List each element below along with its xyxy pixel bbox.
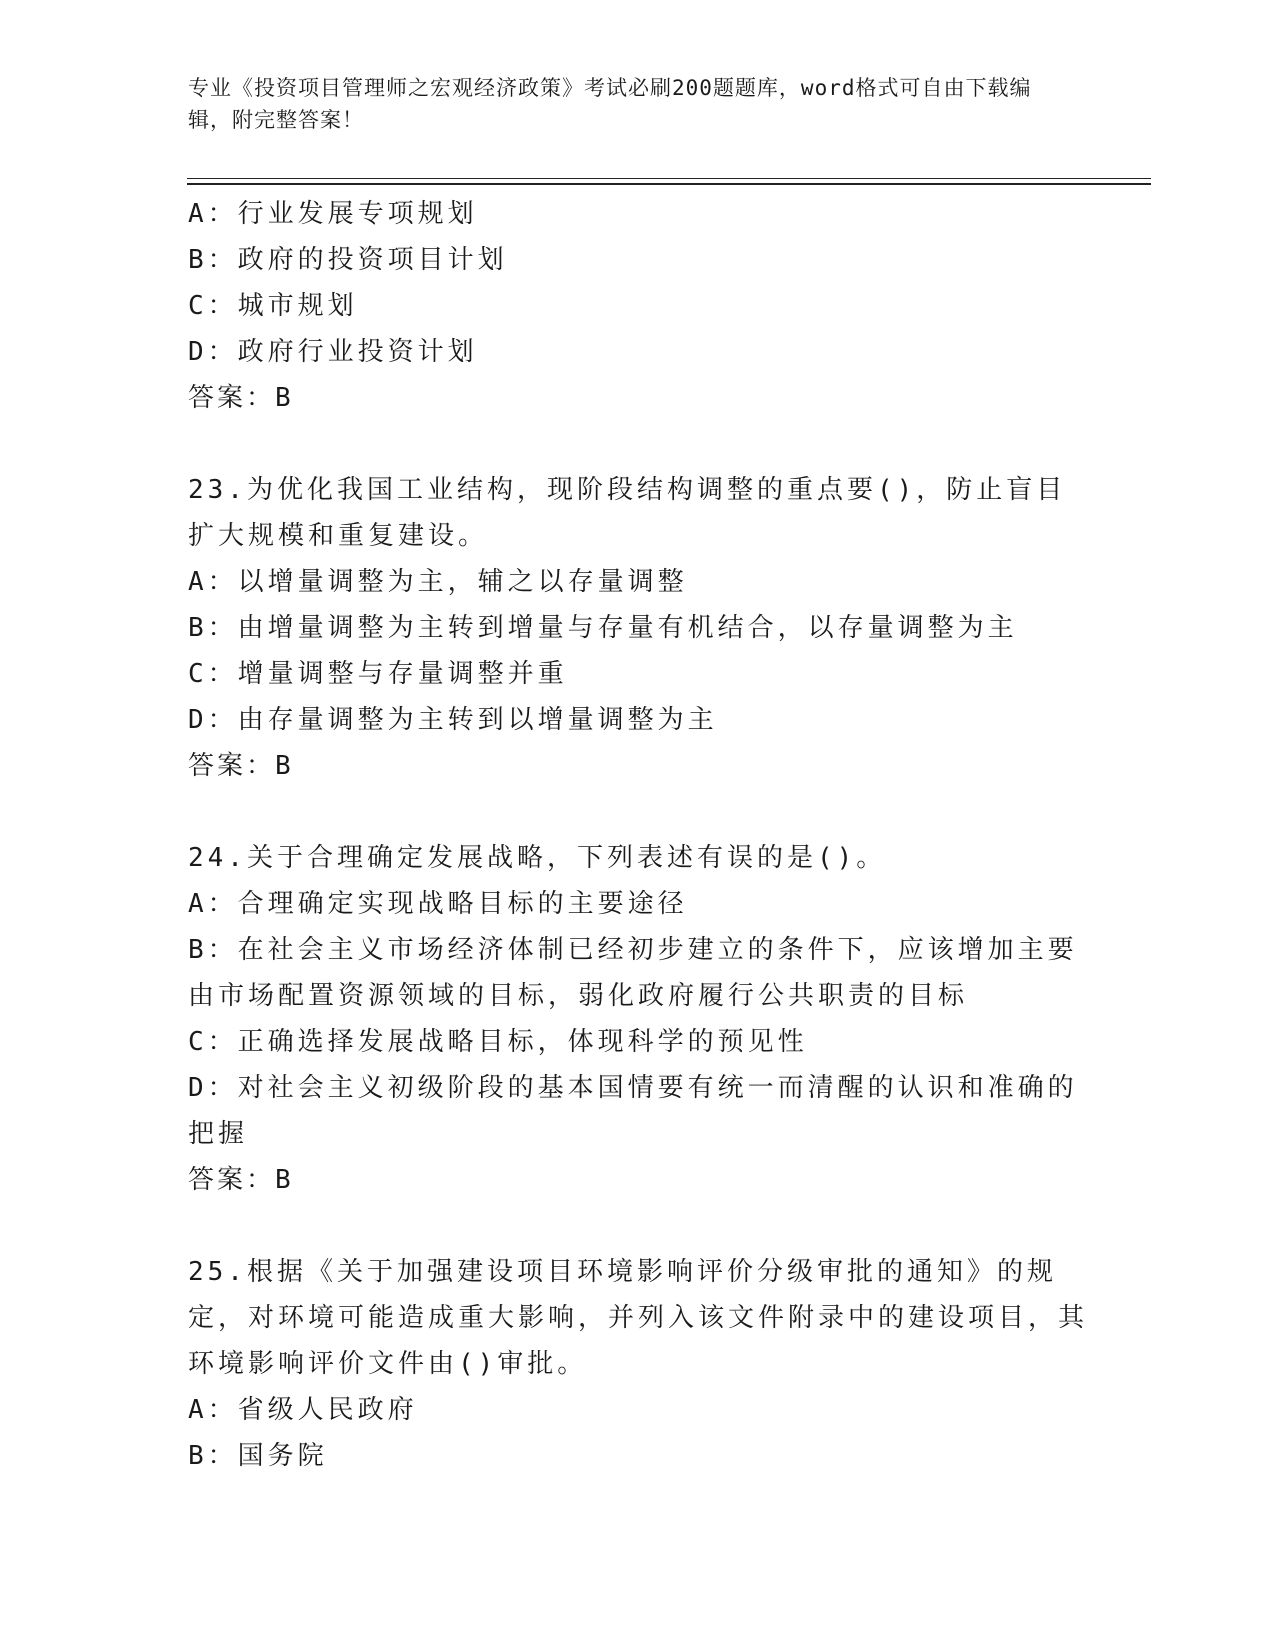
q23-answer: 答案：B [188, 751, 294, 781]
q23-option-a: A：以增量调整为主，辅之以存量调整 [188, 567, 688, 597]
q23-option-b: B：由增量调整为主转到增量与存量有机结合，以存量调整为主 [188, 613, 1018, 643]
header-text: 专业《投资项目管理师之宏观经济政策》考试必刷200题题库，word格式可自由下载编辑，附完整答案！ [188, 76, 1032, 132]
q23-stem: 23.为优化我国工业结构，现阶段结构调整的重点要()，防止盲目扩大规模和重复建设。 [188, 475, 1067, 551]
q22-option-a: A：行业发展专项规划 [188, 199, 478, 229]
q23-option-c: C：增量调整与存量调整并重 [188, 659, 568, 689]
q22-option-b: B：政府的投资项目计划 [188, 245, 508, 275]
spacer [188, 421, 1088, 467]
question-24-block [188, 835, 1088, 1203]
question-25-block [188, 1249, 1088, 1479]
q24-answer: 答案：B [188, 1165, 294, 1195]
document-header [188, 72, 1068, 136]
spacer [188, 789, 1088, 835]
question-content [188, 191, 1088, 1479]
q24-option-d: D：对社会主义初级阶段的基本国情要有统一而清醒的认识和准确的把握 [188, 1073, 1078, 1149]
q25-stem: 25.根据《关于加强建设项目环境影响评价分级审批的通知》的规定，对环境可能造成重大影响，并列入该文件附录中的建设项目，其环境影响评价文件由()审批。 [188, 1257, 1089, 1379]
q25-option-a: A：省级人民政府 [188, 1395, 418, 1425]
q23-option-d: D：由存量调整为主转到以增量调整为主 [188, 705, 718, 735]
question-23-block [188, 467, 1088, 789]
header-rule-thick [187, 183, 1151, 185]
q24-stem: 24.关于合理确定发展战略，下列表述有误的是()。 [188, 843, 887, 873]
q25-option-b: B：国务院 [188, 1441, 328, 1471]
q24-option-a: A：合理确定实现战略目标的主要途径 [188, 889, 688, 919]
q24-option-c: C：正确选择发展战略目标，体现科学的预见性 [188, 1027, 808, 1057]
question-22-block [188, 191, 1088, 421]
q22-answer: 答案：B [188, 383, 294, 413]
header-rule-thin [187, 178, 1151, 179]
q22-option-d: D：政府行业投资计划 [188, 337, 478, 367]
q22-option-c: C：城市规划 [188, 291, 358, 321]
q24-option-b: B：在社会主义市场经济体制已经初步建立的条件下，应该增加主要由市场配置资源领域的目标，弱化政府履行公共职责的目标 [188, 935, 1078, 1011]
spacer [188, 1203, 1088, 1249]
